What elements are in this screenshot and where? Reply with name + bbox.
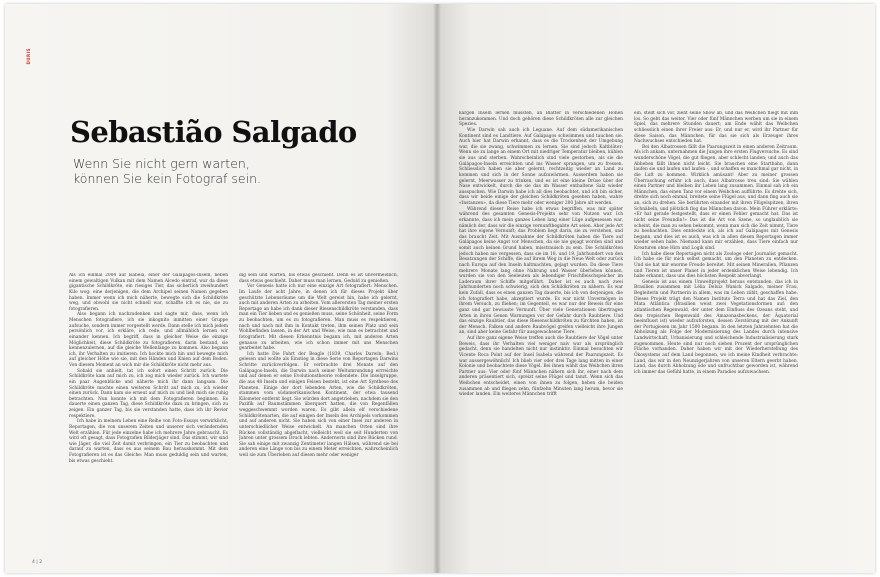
left-page — [5, 4, 437, 573]
subtitle-line-2: können Sie kein Fotograf sein. — [73, 171, 261, 186]
paragraph: dig sein und warten, bis etwas geschieht. Denn es ist unvermeidlich, dass etwas geschieht. Daher muss man lernen, Geduld zu genießen. — [239, 273, 398, 284]
page-number: 4 | 2 — [32, 560, 43, 565]
paragraph: kargen Inseln lernen mussten, an Blätter in verschiedenen Höhen heranzukommen. Und doch gehören diese Schildkröten alle zur gleichen Spezies. — [459, 111, 623, 128]
subtitle-line-1: Wenn Sie nicht gern warten, — [73, 156, 250, 171]
paragraph: Ich hatte Die Fahrt der Beagle (1839, Charles Darwin; Red.) gelesen und wollte als Einstieg in diese Serie von Reportagen Darwins Schritte zurückverfolgen. Er verbrachte drei Monate auf den Galápagos-Inseln, die Darwin nach seiner Weltumrundung errreichte und auf denen er seine Evolutionstheorie vollendete. Die Inselgruppe, die aus 48 Inseln und einigen Felsen besteht, ist eine Art Synthese des Planeten. Einige der dort lebenden Arten, wie die Schildkröten, stammen vom südamerikanischen Kontinent, der etwa tausend Kilometer entfernt liegt. Sie würden dort angetrieben, nachdem sie den Pazifik auf Baumstämmen überquert hatten, die von Regenfällen weggeschwemmt worden waren. Es gibt allein elf verschiedene Schildkrötenarten, die auf einigen der Inseln des Archipels vorkommen und auf anderen nicht. Sie haben sich von einer Insel zur anderen in unterschiedlicher Weise entwickelt. An manchen Orten sind ihre Rücken vollständig abgeflacht, vielleicht weil sie seit Hunderten von Jahren unter grossem Druck lebten. Andernorts sind ihre Rücken rund. Sie sah einige mit zwanzig Zentimeter langen Hälsen, während sie bei anderen eine Länge von bis zu einem Meter erreichten, wahrscheinlich weil sie zum Überleben auf diesen mehr oder weniger — [239, 351, 398, 458]
paragraph: Ich habe in meinem Leben eine Reihe von Foto-Essays verwirklicht, Reportagen, die von unserem Zeiten und unserer sich verändernden Welt erzählen. Für jede einzelne habe ich mehrere Jahre gebraucht. Es wird oft gesagt, dass Fotografien Bilderjäger sind. Das stimmt, wir sind wie Jäger, die viel Zeit damit verbringen, ein Tier zu beobachten und darauf zu warten, dass es aus seinem Bau herauskommt. Mit dem Fotografieren ist es das Gleiche: Man muss geduldig sein und warten, bis etwas geschieht. — [69, 419, 228, 464]
paragraph: Genesis ist aus einem Umweltprojekt heraus entstanden, das ich in Brasilien zusammen mit Lélia Deluiz Wanick Salgado, meiner Frau, Begleiterin und Partnerin in allem, was im Leben zählt, geschaffen habe. Dieses Projekt trägt den Namen Instituto Terra und hat das Ziel, den Mata Atlântica (Brasilien weist zwei Vegetationsformen auf: den atlantischen Regenwald, der unter dem Einfluss des Ozeans steht, und den tropischen Regenwald des Amazonasbeckens, der Äquatorial beeinflusst ist) wieder aufzuforsten, dessen Zerstörung mit der Ankunft der Portugiesen im Jahr 1500 begann. In den letzten Jahrzehnten hat die Abholzung als Folge der Modernisierung des Landes durch intensive Landwirtschaft, Urbanisierung und schleichende Industrialisierung stark zugenommen. Heute sind nur noch sieben Prozent der ursprünglichen Fläche vorhanden. Daher haben wir mit der Wiederherstellung des Ökosystems auf dem Land begonnen, wo ich meine Kindheit verbrachte: Land, das wir in den Neunzigerjahren von unseren Eltern geerbt haben. Land, das durch Abholzung öde und unfruchtbar geworden ist, während ich immer das Gefühl hatte, in einem Paradies aufzuwachsen. — [634, 279, 798, 375]
paragraph: Während dieser Reise habe ich etwas begriffen, was mir später während des gesamten Genesis-Projekts sehr von Nutzen war. Ich erkannte, dass ich mein ganzes Leben lang einer Lüge aufgesessen war, nämlich der, dass wir die einzige vernunftbegabte Art seien. Aber jede Art hat ihre eigene Vernunft; das Problem liegt darin, sie zu verstehen, und das braucht Zeit. Mit Ausnahme der Schildkröten haben die Tiere auf Galápagos keine Angst vor Menschen, da sie nie gejagt worden sind und somit auch keinen Grund haben, misstrauisch zu sein. Die Schildkröten jedoch haben nie vergessen, dass sie im 18. und 19. Jahrhundert von den Besatzungen der Schiffe, die auf ihrem Weg in die Neue Welt oder zurück nach Europa auf den Inseln haltmachten, gejagt wurden. Da diese Tiere mehrere Monate lang ohne Nahrung und Wasser überleben können, wurden sie von den Seeleuten als lebendiger Frischfleischspeicher im Laderaum ihrer Schiffe mitgeführt. Daher ist es auch nach zwei Jahrhunderten noch schwierig, sich den Schildkröten zu nähern. Es war kein Zufall, dass es einen ganzen Tag dauerte, bis ich von derjenigen, die ich fotografiert habe, akzeptiert wurde. Es war nicht Unvermögen in ihrem Versuch, zu fliehen; im Gegenteil, es war nur der Beweis für eine ganz und gar bewusste Vernunft. Über viele Generationen übertragen Arten in ihren Genen Warnungen vor der Gefahr durch Raubtiere. Und das einzige Raubtier, das diese Riesenschildkröten zu fürchten haben, ist der Mensch. Falken und andere Raubvögel greifen vielleicht ihre Jungen an, sind aber keine Gefahr für ausgewachsene Tiere. — [459, 206, 623, 336]
paragraph: Wie Darwin sah auch ich Leguane. Auf dem südamerikanischen Kontinent sind es Landtiere. Auf Galápagos schwimmen und tauchen sie. Auch hier hat Darwin erkannt, dass es die Trockenheit der Umgebung war, die sie zwang, schwimmen zu lernen. Sie sind jedoch Kaltblüter: Wenn sie zu lange an einem Ort mit niedriger Temperatur bleiben, kühlen sie aus und sterben. Wahrscheinlich sind viele gestorben, als sie die Galápagos-Inseln erreichten und ins Wasser sprangen, um zu fressen. Schliesslich haben sie aber gelernt, rechtzeitig wieder an Land zu kommen und sich in der Sonne aufzuwärmen. Ausserdem haben sie gelernt, Meerwasser zu trinken, und es ist eine kleine Drüse über der Nase entwickelt, durch die sie das im Wasser enthaltene Salz wieder ausspucken. Wie Darwin habe ich all dies beobachtet, und ich bin sicher, dass wir beide einige der gleichen Schildkröten gesehen haben, wahre «Instanzen», da diese Tiere mehr oder weniger 200 Jahre alt werden. — [459, 127, 623, 206]
text-column-left-1 — [69, 273, 228, 556]
page-gutter — [433, 4, 441, 573]
paragraph: Also begann ich nachzudenken und sagte mir, dass, wenn ich Menschen fotografiere, ich sie inkognito inmitten einer Gruppe aufsuche, sondern immer vorgestellt werde. Dann stelle ich mich jedem persönlich vor, ich erkläre, ich rede, und allmählich lernen wir einander kennen. Ich begriff, dass in gleicher Weise die einzige Möglichkeit, diese Schildkröte zu fotografieren, darin bestand, sie kennenzulernen, auf die gleiche Wellenlänge zu kommen. Also begann ich, ihr Verhalten zu imitieren: Ich hockte mich hin und bewegte mich auf gleicher Höhe wie sie, mit den Händen und Knien auf dem Boden. Von diesem Moment an wich mir die Schildkröte nicht mehr aus. — [69, 312, 228, 368]
paragraph: Sobald sie anhielt, tat ich sofort einen Schritt zurück. Die Schildkröte kam auf mich zu, ich zog mich wieder zurück. Ich wartete ein paar Augenblicke und näherte mich ihr dann langsam. Die Schildkröte machte einen weiteren Schritt auf mich zu, ich wieder einen zurück. Dann kam sie erneut auf mich zu und ließ mich sie ruhig betrachten. Nun konnte ich mit dem Fotografieren beginnen. Es dauerte einen ganzen Tag, diese Schildkröte dazu zu bringen, sich zu zeigen. Ein ganzer Tag, bis sie verstanden hatte, dass ich ihr Revier respektiere. — [69, 368, 228, 419]
paragraph: Bei den Albatrossen fällt die Paarungszeit in einen anderen Zeitraum. Als ich ankam, unternahmen die Jungen ihre ersten Flugversuche. Es sind wunderschöne Vögel, die gut fliegen, aber schlecht landen; und auch das Abheben fällt ihnen nicht leicht. Sie brauchen eine Startbahn, dann laufen sie und laufen und laufen -, und schaffen es manchmal gar nicht, in die Luft zu kommen. Wirklich amüsant! Aber zu meiner grossen Überraschung erfuhr ich auch, dass Albatrosse treu sind: Sie wählen einen Partner und bleiben ihr Leben lang zusammen. Einmal sah ich ein Männchen, das einen Tanz vor einem Weibchen aufführte. Es drehte sich, drehte sich noch einmal, breitete seine Flügel aus, und dann fing auch sie an, sich zu drehen. Sie berührten einander mit ihren Flügelspitzen, ihren Schnäbeln, und plötzlich flog das Männchen davon. Mein Führer erklärte: «Er hat gerade festgestellt, dass er einen Fehler gemacht hat. Das ist nicht seine Freundin!» Das ist die Art von Szene, so unglaublich sie scheint, die man zu sehen bekommt, wenn man sich die Zeit nimmt, Tiere zu beobachten. Dies entdeckte ich, als ich auf Galápagos mit Genesis begann, und dies ist es auch, was ich in allen diesen Reportagen immer wieder sehen habe. Niemand kann mir erzählen, dass Tiere einfach nur Kreaturen ohne Hirn und Logik sind. — [634, 144, 798, 251]
article-subtitle — [73, 156, 261, 186]
article-title: Sebastião Salgado — [70, 115, 357, 149]
paragraph: Ich habe diese Reportagen nicht als Zoologe oder Journalist gemacht. Ich habe sie für mich selbst gemacht, um den Planeten zu entdecken. Und sie hat mir enorme Freude bereitet. Mit seinen Mineralien, Pflanzen und Tieren ist unser Planet in jeder erdenklichen Weise lebendig. Ich habe erkannt, dass uns dies höchsten Respekt abverlangt. — [634, 251, 798, 280]
paragraph: ein, stellt sich vor, zieht seine Show ab, und das Weibchen fliegt mit ihm los. So geht das weiter. Vier oder fünf Männchen werben um sie in einem Spiel, das mehrere Stunden dauert; am Ende wählt das Weibchen schliesslich einen ihrer Freier aus: Er, und nur er, wird ihr Partner für diese Saison, das Männchen, für das sie sich als Erzeuger ihres Nachwuchses entschieden hat. — [634, 111, 798, 145]
paragraph: Auf ihre ganz eigene Weise treffen auch die Raubtiere der Vögel unter Beweis, dass ihr Verhalten viel weniger naiv war als ursprünglich gedacht, denn sie handelten nicht nur instinktiv. Einmal besuchten wir Vicente Roca Point auf der Insel Isabela während der Paarungszeit. Es war aussergewöhnlich! Ich blieb vier oder drei Tage lang mitten in einer Kolonie und beobachtete diese Vögel. Bei ihnen wählt das Weibchen ihren Partner aus: Vier oder fünf Männchen nähern sich ihr, einer nach dem anderen präsentiert sich, spreizt seine Flügel und tanzt. Wenn sich das Weibchen entscheidet, einen von ihnen zu folgen, heben die beiden zusammen ab und fliegen zehn, fünfzehn Minuten lang herum, bevor sie wieder landen. Ein weiteres Männchen trifft — [459, 336, 623, 398]
section-tag: DURIS — [26, 48, 31, 65]
paragraph: Vor Genesis hatte ich nur eine einzige Art fotografiert: Menschen. Im Laufe der acht Jahre, in denen ich für dieses Projekt über geschützte Lebensräume um die Welt gereist bin, habe ich gelernt, auch mit anderen Arten zu arbeiten. Vom allerersten Tag meiner ersten Reportage an habe ich dank dieser Riesenschildkröte verstanden, dass man ein Tier lieben und es genießen muss, seine Schönheit, seine Form zu beobachten, um es zu fotografieren. Man muss es respektieren, nach und nach mit ihm in Kontakt treten, ihm seinen Platz und sein Wohlbefinden lassen, in der Art und Weise, wie man es betrachtet und fotografiert. Mit diesen Erkenntnis begann ich, mit anderen Arten genauso zu arbeiten, wie ich schon immer mit uns Menschen gearbeitet habe. — [239, 284, 398, 352]
magazine-spread — [5, 4, 875, 573]
right-page — [437, 4, 875, 573]
text-column-left-2 — [239, 273, 398, 556]
paragraph: Als ich einmal 2004 auf Isabela, einer der Galápagos-Inseln, neben einem gewaltigen Vulkan mit dem Namen Alcedo eintraf, war da diese gigantische Schildkröte, ein riesiges Tier, das sicherlich zweihundert Kilo wog: eine derjenigen, die dem Archipel seinen Namen gegeben haben. Immer wenn ich mich näherte, bewegte sich die Schildkröte weg, und obwohl sie nicht schnell war, schaffte ich es nie, sie zu fotografieren. — [69, 273, 228, 312]
text-column-right-2 — [634, 111, 798, 555]
text-column-right-1 — [459, 111, 623, 555]
